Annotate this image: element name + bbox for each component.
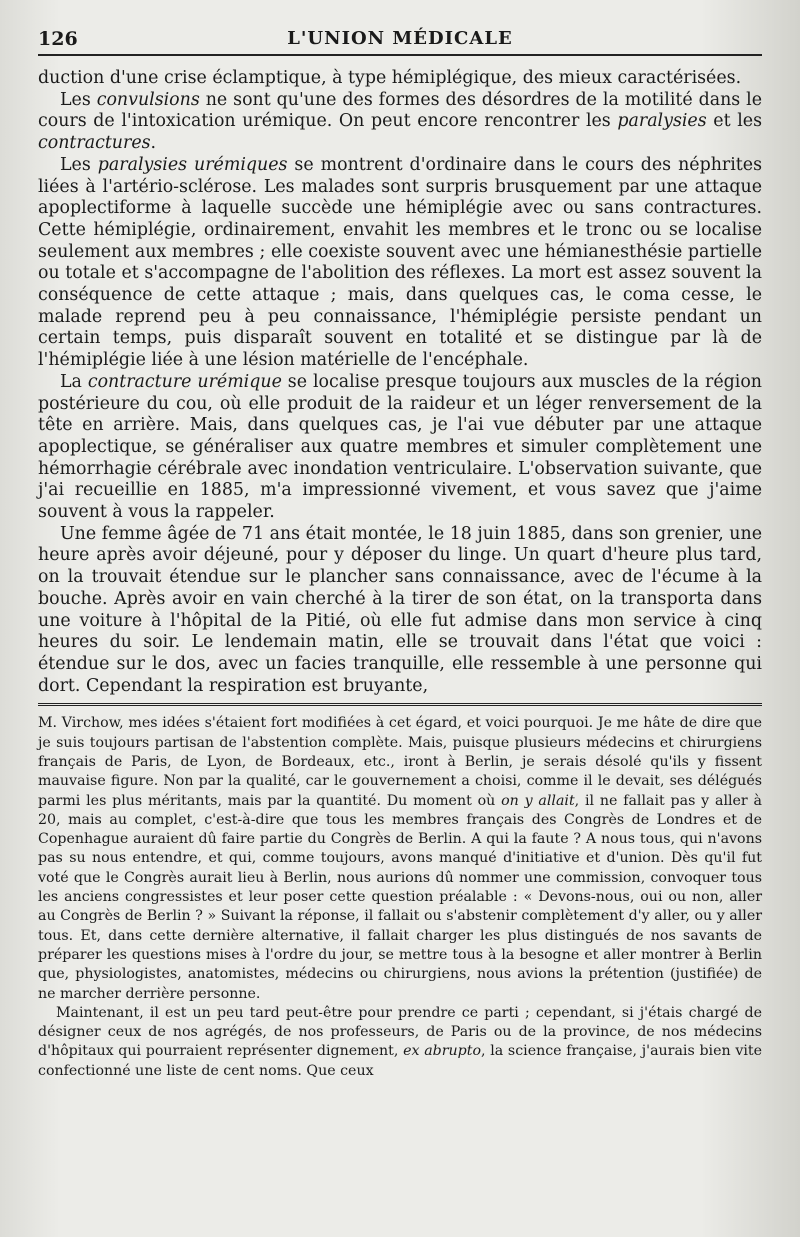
text-run: et les <box>706 111 762 132</box>
text-run: , il ne fallait pas y aller à 20, mais au complet, c'est-à-dire que tous les membres français des Congrès de Londres et de Copenhague auraient dû faire partie du Congrès de Berlin. A qui la faute ? A nous tous, qui n'avons pas su nous entendre, et qui, comme toujours, avons manqué d'initiative et d'union. Dès qu'il fut voté que le Congrès aurait lieu à Berlin, nous aurions dû nommer une commission, convoquer tous les anciens congressistes et leur poser cette question préalable : « Devons-nous, oui ou non, aller au Congrès de Berlin ? » Suivant la réponse, il fallait ou s'abstenir complètement d'y aller, ou y aller tous. Et, dans cette dernière alternative, il fallait charger les plus distingués de nos savants de préparer les questions mises à l'ordre du jour, se mettre tous à la besogne et aller montrer à Berlin que, physiologistes, anatomistes, médecins ou chirurgiens, nous avions la prétention (justifiée) de ne marcher derrière personne. <box>38 792 762 1002</box>
text-run: ne sont qu'une des formes des désordres de la motilité dans le cours de l'intoxication urémique. On peut encore rencontrer les <box>38 89 762 132</box>
paragraph-2 <box>38 90 762 155</box>
paragraph-3 <box>38 155 762 372</box>
text-run: La <box>60 371 88 392</box>
main-text <box>38 68 762 697</box>
text-run: . <box>150 133 157 154</box>
footnote-paragraph-1 <box>38 714 762 1003</box>
paragraph-5: Une femme âgée de 71 ans était montée, le 18 juin 1885, dans son grenier, une heure après avoir déjeuné, pour y déposer du linge. Un quart d'heure plus tard, on la trouvait étendue sur le plancher sans connaissance, avec de l'écume à la bouche. Après avoir en vain cherché à la tirer de son état, on la transporta dans une voiture à l'hôpital de la Pitié, où elle fut admise dans mon service à cinq heures du soir. Le lendemain matin, elle se trouvait dans l'état que voici : étendue sur le dos, avec un facies tranquille, elle ressemble à une personne qui dort. Cependant la respiration est bruyante, <box>38 523 762 696</box>
text-run: se montrent d'ordinaire dans le cours des néphrites liées à l'artério-sclérose. Les malades sont surpris brusquement par une attaque apoplectiforme à laquelle succède une hémiplégie avec ou sans contractures. Cette hémiplégie, ordinairement, envahit les membres et le tronc ou se localise seulement aux membres ; elle coexiste souvent avec une hémianesthésie partielle ou totale et s'accompagne de l'abolition des réflexes. La mort est assez souvent la conséquence de cette attaque ; mais, dans quelques cas, le coma cesse, le malade reprend peu à peu connaissance, l'hémiplégie persiste pendant un certain temps, puis disparaît souvent en totalité et se distingue par là de l'hémiplégie liée à une lésion matérielle de l'encéphale. <box>38 154 763 371</box>
running-head: L'UNION MÉDICALE <box>287 28 513 49</box>
footnote-paragraph-2 <box>38 1004 762 1081</box>
italic-term: paralysies <box>617 111 707 132</box>
footnote <box>38 714 762 1081</box>
footnote-rule <box>38 703 762 706</box>
paragraph-1: duction d'une crise éclamptique, à type hémiplégique, des mieux caractérisées. <box>38 68 742 88</box>
text-run: se localise presque toujours aux muscles de la région postérieure du cou, où elle produit de la raideur et un léger renversement de la tête en arrière. Mais, dans quelques cas, je l'ai vue débuter par une attaque apoplectique, se généraliser aux quatre membres et simuler complètement une hémorrhagie cérébrale avec inondation ventriculaire. L'observation suivante, que j'ai recueillie en 1885, m'a impressionné vivement, et vous savez que j'aime souvent à vous la rappeler. <box>38 371 762 523</box>
text-run: Maintenant, il est un peu tard peut-être pour prendre ce parti ; cependant, si j'étais chargé de désigner ceux de nos agrégés, de nos professeurs, de Paris ou de la province, de nos médecins d'hôpitaux qui pourraient représenter dignement, <box>38 1004 762 1060</box>
text-run: Les <box>60 89 97 110</box>
italic-term: convulsions <box>96 89 200 110</box>
italic-term: contractures <box>38 133 151 154</box>
text-run: Les <box>60 154 98 175</box>
page-header <box>38 28 762 56</box>
paragraph-4 <box>38 372 762 524</box>
italic-term: on y allait <box>501 792 575 809</box>
text-run: M. Virchow, mes idées s'étaient fort modifiées à cet égard, et voici pourquoi. Je me hâte de dire que je suis toujours partisan de l'abstention complète. Mais, puisque plusieurs médecins et chirurgiens français de Paris, de Lyon, de Bordeaux, etc., iront à Berlin, je serais désolé qu'ils y fissent mauvaise figure. Non par la qualité, car le gouvernement a choisi, comme il le devait, ses délégués parmi les plus méritants, mais par la quantité. Du moment où <box>38 715 762 809</box>
italic-term: contracture urémique <box>87 371 282 392</box>
text-run: , la science française, j'aurais bien vite confectionné une liste de cent noms. Que ceux <box>38 1043 762 1079</box>
italic-term: paralysies urémiques <box>97 154 288 175</box>
italic-term: ex abrupto <box>403 1043 481 1060</box>
page-number: 126 <box>38 28 78 50</box>
